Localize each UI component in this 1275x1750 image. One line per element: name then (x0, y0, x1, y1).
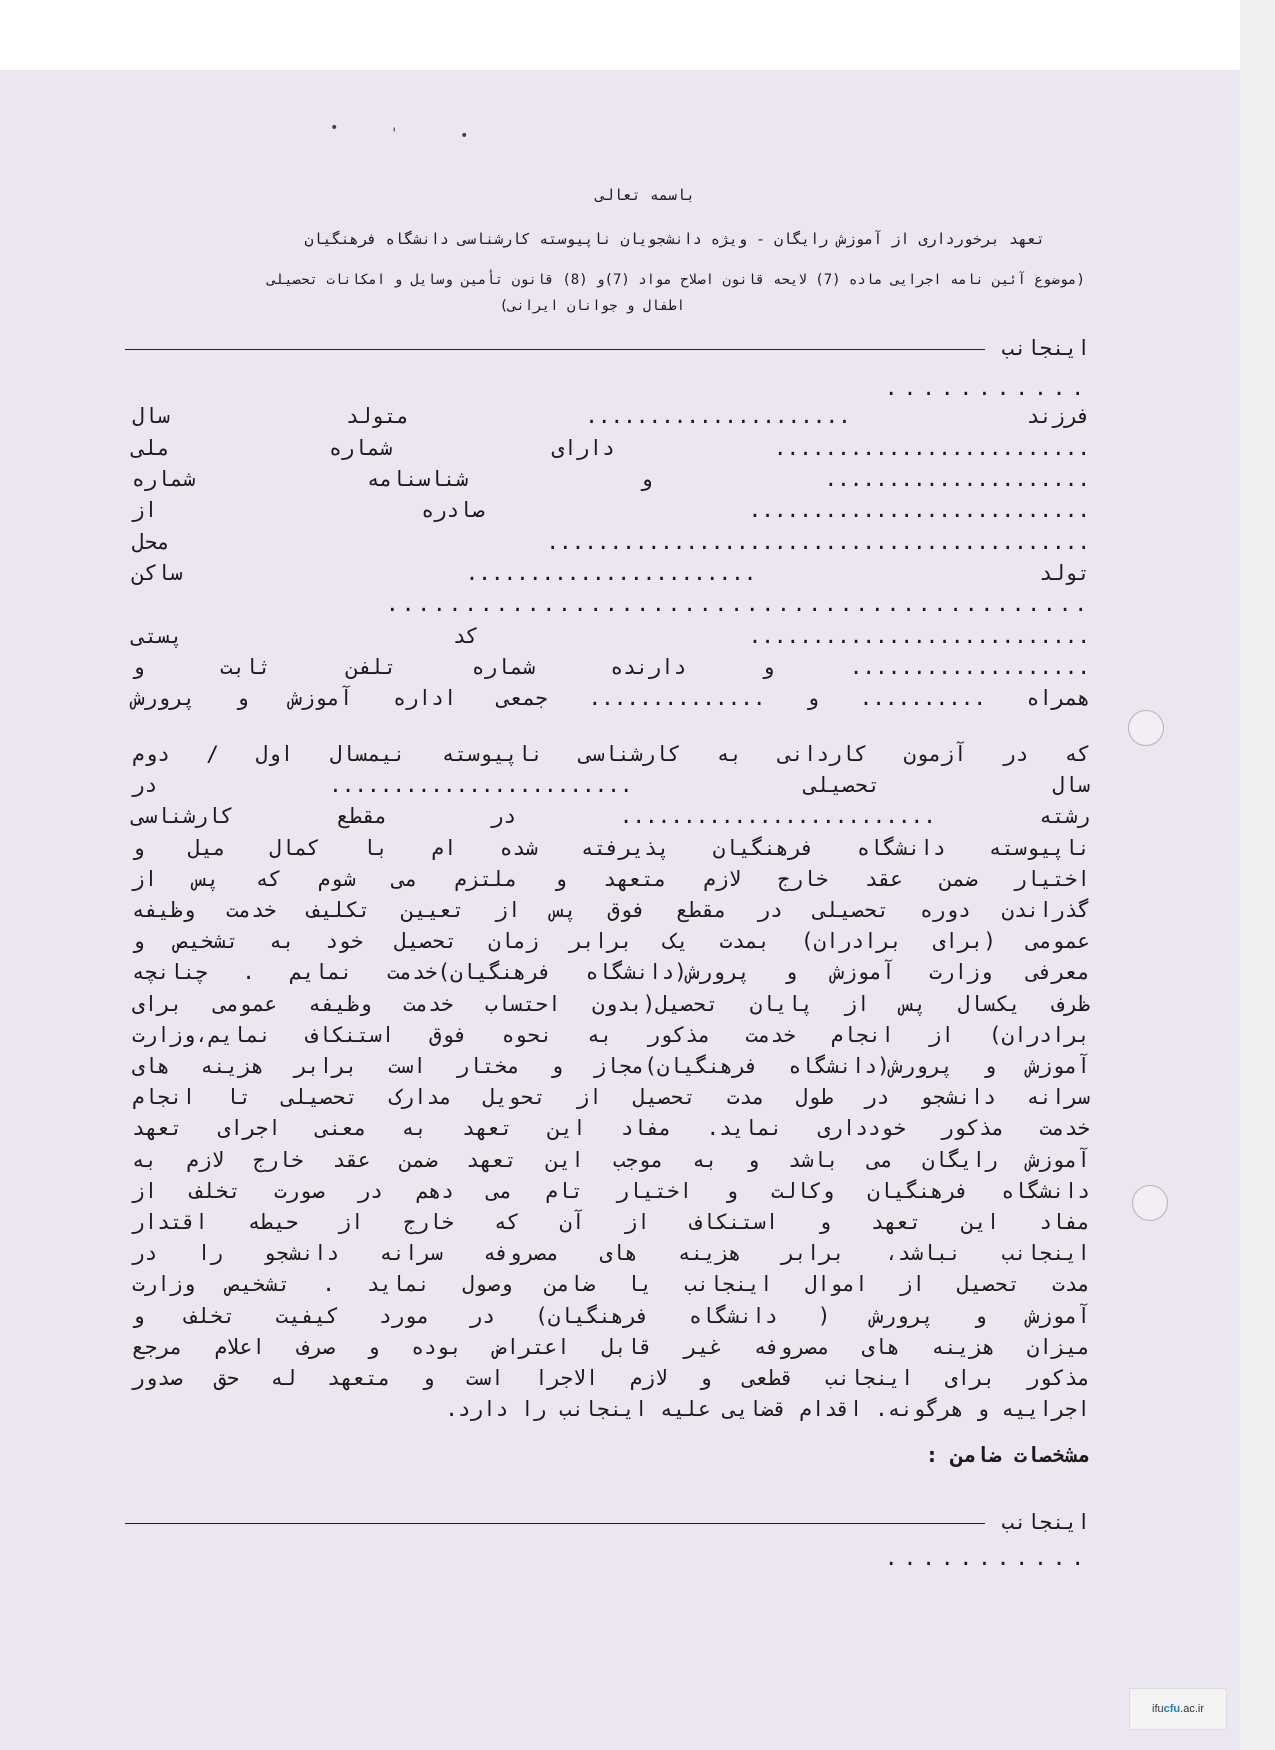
form-line-national-id: ......................... دارای شماره ملی (132, 436, 1090, 460)
name-field[interactable] (125, 348, 985, 350)
document-title: تعهد برخورداری از آموزش رایگان - ویژه دانشجویان ناپیوسته کارشناسی دانشگاه فرهنگیان (304, 230, 1045, 248)
paragraph-line: میزان هزینه های مصروفه غیر قابل اعتراض بوده و صرف اعلام مرجع (132, 1334, 1090, 1359)
subject-line-1: (موضوع آئین نامه اجرایی ماده (7) لایحه قانون اصلاح مواد (7)و (8) قانون تأمین وسایل و امکانات تحصیلی (267, 272, 1085, 288)
form-line-father: فرزند ..................... متولد سال (132, 404, 1090, 428)
paragraph-line: آموزش و پرورش ( دانشگاه فرهنگیان) در مورد کیفیت تخلف و (132, 1303, 1090, 1328)
paragraph-line: مدت تحصیل از اموال اینجانب یا ضامن وصول نماید . تشخیص وزارت (132, 1272, 1090, 1297)
guarantor-name-field[interactable] (125, 1522, 985, 1524)
paragraph-line: سال تحصیلی ........................ در (132, 773, 1090, 798)
paragraph-line: مذکور برای اینجانب قطعی و لازم الاجرا است و متعهد له حق صدور (132, 1366, 1090, 1390)
form-line-dots: ........... (884, 376, 1090, 400)
paragraph-line: خدمت مذکور خودداری نماید. مفاد این تعهد به معنی اجرای تعهد (132, 1116, 1090, 1141)
guarantor-label: اینجانب (1001, 1510, 1090, 1534)
form-line-place: ........................................... محل (132, 530, 1090, 554)
paragraph-line: سرانه دانشجو در طول مدت تحصیل از تحویل مدارک تحصیلی تا انجام (132, 1085, 1090, 1110)
guarantor-dots: ........... (884, 1546, 1090, 1570)
paragraph-line: آموزش رایگان می باشد و به موجب این تعهد ضمن عقد خارج لازم به (132, 1147, 1090, 1172)
paragraph-line: اختیار ضمن عقد خارج لازم متعهد و ملتزم می شوم که پس از (132, 866, 1090, 891)
paragraph-line: مفاد این تعهد و استنکاف از آن که خارج از حیطه اقتدار (132, 1210, 1090, 1234)
form-line-mobile: همراه .......... و .............. جمعی اداره آموزش و پرورش (132, 686, 1090, 710)
form-line-postal: ........................... کد پستی (132, 624, 1090, 648)
paragraph-line: برادران) از انجام خدمت مذکور به نحوه فوق استنکاف نمایم،وزارت (132, 1022, 1090, 1047)
paragraph-line: آموزش و پرورش(دانشگاه فرهنگیان)مجاز و مختار است برابر هزینه های (132, 1054, 1090, 1078)
scan-speck: • (330, 120, 339, 136)
paragraph-line: دانشگاه فرهنگیان وکالت و اختیار تام می دهم در صورت تخلف از (132, 1178, 1090, 1203)
form-label-injaneb: اینجانب (1001, 336, 1090, 360)
punch-hole (1128, 710, 1164, 746)
paragraph-line: اینجانب نباشد، برابر هزینه های مصروفه سرانه دانشجو را در (132, 1241, 1090, 1266)
scan-speck: • (460, 128, 469, 144)
paragraph-line: رشته ......................... در مقطع کارشناسی (132, 804, 1090, 829)
paragraph-line: ظرف یکسال پس از پایان تحصیل(بدون احتساب خدمت وظیفه عمومی برای (132, 991, 1090, 1016)
paragraph-line: معرفی وزارت آموزش و پرورش(دانشگاه فرهنگیان)خدمت نمایم . چنانچه (132, 960, 1090, 985)
form-line-issued: ........................... صادره از (132, 498, 1090, 522)
scanner-edge (1240, 0, 1275, 1750)
paragraph-line: عمومی (برای برادران) بمدت یک برابر زمان تحصیل خود به تشخیص و (132, 929, 1090, 954)
form-line-phone: ................... و دارنده شماره تلفن ثابت و (132, 655, 1090, 679)
site-logo (1129, 1688, 1227, 1730)
form-line-birth: تولد ....................... ساکن (132, 561, 1090, 585)
guarantor-line-name (132, 1510, 1090, 1534)
paragraph-line: گذراندن دوره تحصیلی در مقطع فوق پس از تعیین تکلیف خدمت وظیفه (132, 898, 1090, 922)
paragraph-line: ناپیوسته دانشگاه فرهنگیان پذیرفته شده ام با کمال میل و (132, 835, 1090, 860)
form-line-name (132, 336, 1090, 360)
guarantor-heading: مشخصات ضامن : (925, 1443, 1090, 1467)
scan-speck: ' (390, 126, 399, 142)
logo-domain: .ac.ir (1180, 1703, 1204, 1715)
basmala: باسمه تعالی (595, 186, 695, 204)
logo-prefix: ifu (1152, 1703, 1164, 1715)
punch-hole (1132, 1185, 1168, 1221)
paragraph-line: اجراییه و هرگونه. اقدام قضایی علیه اینجانب را دارد. (445, 1397, 1090, 1422)
logo-brand: cfu (1163, 1703, 1181, 1715)
form-line-address: ............................................. (386, 592, 1090, 616)
subject-line-2: اطفال و جوانان ایرانی) (499, 298, 685, 314)
paragraph-line: که در آزمون کاردانی به کارشناسی ناپیوسته نیمسال اول / دوم (132, 742, 1090, 766)
form-line-id-number: ..................... و شناسنامه شماره (132, 467, 1090, 491)
